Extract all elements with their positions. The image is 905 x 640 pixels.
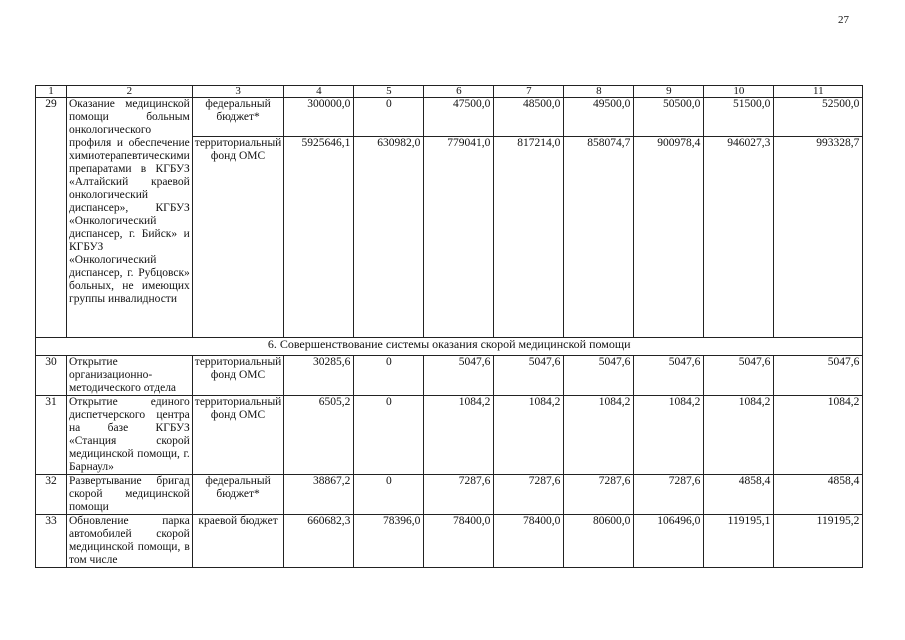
value-cell: 5047,6 [704,356,774,396]
row-number: 30 [36,356,67,396]
value-cell: 48500,0 [494,98,564,137]
value-cell: 5047,6 [634,356,704,396]
value-cell: 106496,0 [634,515,704,568]
value-cell: 30285,6 [284,356,354,396]
value-cell: 858074,7 [564,137,634,338]
value-cell: 5047,6 [424,356,494,396]
row-number: 33 [36,515,67,568]
row-number: 29 [36,98,67,338]
value-cell: 47500,0 [424,98,494,137]
value-cell: 5047,6 [564,356,634,396]
value-cell: 78400,0 [494,515,564,568]
page-number: 27 [838,14,849,26]
value-cell: 7287,6 [564,475,634,515]
value-cell: 50500,0 [634,98,704,137]
measure-name: Развертывание бригад скорой медицинской помощи [67,475,193,515]
value-cell: 4858,4 [774,475,863,515]
funding-source: краевой бюджет [192,515,284,568]
value-cell: 300000,0 [284,98,354,137]
measure-name: Открытие организационно-методического отдела [67,356,193,396]
measure-name: Открытие единого диспетчерского центра на базе КГБУЗ «Станция скорой медицинской помощи, г. Барнаул» [67,396,193,475]
measure-name: Обновление парка автомобилей скорой медицинской помощи, в том числе [67,515,193,568]
measure-name: Оказание медицинской помощи больным онкологического профиля и обеспечение химиотерапевтическими препаратами в КГБУЗ «Алтайский краевой онкологический диспансер», КГБУЗ «Онкологический диспансер, г. Бийск» и КГБУЗ «Онкологический диспансер, г. Рубцовск» больных, не имеющих группы инвалидности [67,98,193,338]
col-header: 1 [36,86,67,98]
funding-source: территориальный фонд ОМС [192,137,284,338]
value-cell: 817214,0 [494,137,564,338]
table-row [36,356,863,396]
value-cell: 0 [354,356,424,396]
value-cell: 1084,2 [704,396,774,475]
value-cell: 630982,0 [354,137,424,338]
value-cell: 946027,3 [704,137,774,338]
value-cell: 1084,2 [424,396,494,475]
col-header: 2 [67,86,193,98]
value-cell: 51500,0 [704,98,774,137]
col-header: 8 [564,86,634,98]
value-cell: 1084,2 [774,396,863,475]
funding-source: территориальный фонд ОМС [192,396,284,475]
col-header: 10 [704,86,774,98]
table-row [36,475,863,515]
value-cell: 7287,6 [424,475,494,515]
value-cell: 7287,6 [494,475,564,515]
value-cell: 660682,3 [284,515,354,568]
table-row [36,515,863,568]
row-number: 32 [36,475,67,515]
value-cell: 78396,0 [354,515,424,568]
col-header: 3 [192,86,284,98]
value-cell: 993328,7 [774,137,863,338]
value-cell: 119195,2 [774,515,863,568]
col-header: 4 [284,86,354,98]
value-cell: 80600,0 [564,515,634,568]
value-cell: 5047,6 [774,356,863,396]
value-cell: 0 [354,98,424,137]
value-cell: 119195,1 [704,515,774,568]
table-row [36,396,863,475]
value-cell: 5925646,1 [284,137,354,338]
value-cell: 6505,2 [284,396,354,475]
value-cell: 52500,0 [774,98,863,137]
value-cell: 1084,2 [634,396,704,475]
funding-source: федеральный бюджет* [192,475,284,515]
funding-source: территориальный фонд ОМС [192,356,284,396]
value-cell: 4858,4 [704,475,774,515]
value-cell: 1084,2 [564,396,634,475]
col-header: 11 [774,86,863,98]
value-cell: 49500,0 [564,98,634,137]
header-row [36,86,863,98]
value-cell: 1084,2 [494,396,564,475]
value-cell: 5047,6 [494,356,564,396]
col-header: 6 [424,86,494,98]
section-title: 6. Совершенствование системы оказания скорой медицинской помощи [36,338,863,356]
value-cell: 0 [354,396,424,475]
section-row [36,338,863,356]
col-header: 7 [494,86,564,98]
value-cell: 7287,6 [634,475,704,515]
funding-source: федеральный бюджет* [192,98,284,137]
budget-table [35,85,863,568]
value-cell: 779041,0 [424,137,494,338]
row-number: 31 [36,396,67,475]
value-cell: 38867,2 [284,475,354,515]
value-cell: 0 [354,475,424,515]
value-cell: 900978,4 [634,137,704,338]
value-cell: 78400,0 [424,515,494,568]
table-row [36,98,863,137]
col-header: 9 [634,86,704,98]
col-header: 5 [354,86,424,98]
